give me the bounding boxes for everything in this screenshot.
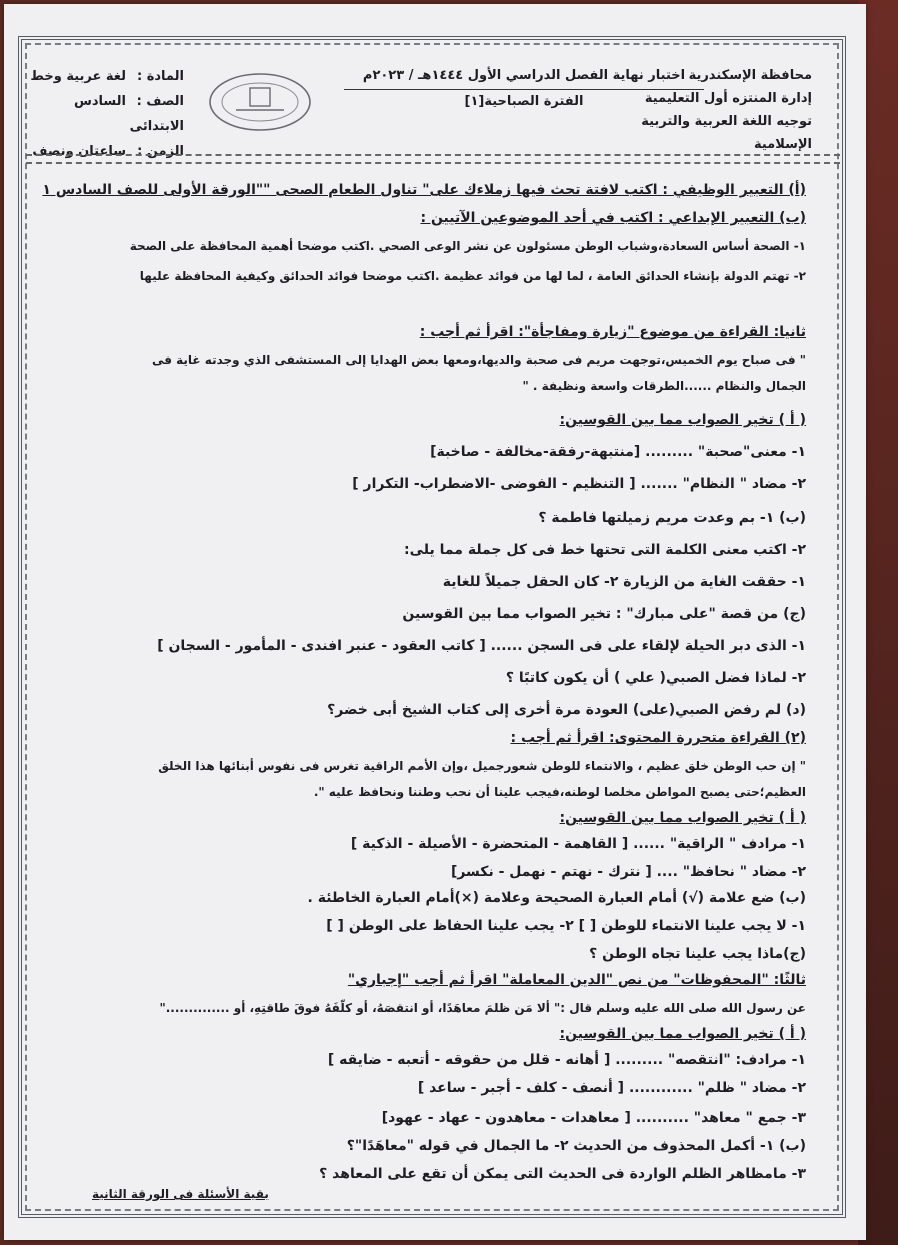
header-info xyxy=(24,64,184,164)
topic-1: ١- الصحة أساس السعادة،وشباب الوطن مسئولون عن نشر الوعى الصحي .اكتب موضحا أهمية المحافظة على الصحة xyxy=(129,239,806,253)
question-item: ١- معنى"صحبة" ......... [منتبهة-رفقة-مخالفة - صاخبة] xyxy=(430,444,806,460)
question-heading: (ج) من قصة "على مبارك" : تخير الصواب مما بين القوسين xyxy=(402,606,806,622)
time-label: الزمن : xyxy=(137,144,184,159)
question-item: ٢- اكتب معنى الكلمة التى تحتها خط فى كل جملة مما يلى: xyxy=(404,542,806,558)
question-item: ٣- مامظاهر الظلم الواردة فى الحديث التى يمكن أن تقع على المعاهد ؟ xyxy=(319,1166,806,1182)
passage-line: " فى صباح يوم الخميس،توجهت مريم فى صحبة والديها،ومعها بعض الهدايا إلى المستشفى الذي وجدته غاية فى xyxy=(151,353,806,367)
question-item: ١- لا يجب علينا الانتماء للوطن [ ] ٢- يجب علينا الحفاظ على الوطن [ ] xyxy=(326,918,806,934)
question-item: ١- الذى دبر الحيلة لإلقاء على فى السجن ...... [ كاتب العقود - عنبر افندى - المأمور - السجان ] xyxy=(157,638,806,654)
question-item: (د) لم رفض الصبي(على) العودة مرة أخرى إلى كتاب الشيخ أبى خضر؟ xyxy=(327,702,806,718)
continued-note: بقية الأسئلة فى الورقة الثانية xyxy=(92,1187,269,1201)
question-item: ١- حققت الغاية من الزيارة ٢- كان الحقل جميلاً للغاية xyxy=(442,574,806,590)
question-item: (ب) ١- أكمل المحذوف من الحديث ٢- ما الجمال في قوله "معاهَدًا"؟ xyxy=(346,1138,806,1154)
time-value: ساعتان ونصف xyxy=(32,144,126,159)
passage-line: " إن حب الوطن خلق عظيم ، والانتماء للوطن شعورجميل ،وإن الأمم الراقية تغرس فى نفوس أبنائها هذا الخلق xyxy=(158,759,806,773)
hadith-text: عن رسول الله صلى الله عليه وسلم قال :" ألا مَن ظلمَ معاهَدًا، أو انتقصَهُ، أو كلّفَهُ فوقَ طاقتِهِ، أو .............." xyxy=(159,1001,806,1015)
question-item: (ب) ضع علامة (√) أمام العبارة الصحيحة وعلامة (×)أمام العبارة الخاطئة . xyxy=(307,890,806,906)
subject-value: لغة عربية وخط xyxy=(30,69,126,84)
question-item: ١- مرادف " الراقية" ...... [ القاهمة - المتحضرة - الأصيلة - الذكية ] xyxy=(350,836,806,852)
header-title xyxy=(344,64,704,114)
exam-paper xyxy=(4,4,866,1240)
section-creative-writing: (ب) التعبير الإبداعي : اكتب في أحد الموضوعين الآتيين : xyxy=(420,210,806,226)
administration: إدارة المنتزه أول التعليمية xyxy=(644,91,812,106)
passage-line: الجمال والنظام ......الطرقات واسعة ونظيفة . " xyxy=(522,379,806,393)
subject-label: المادة : xyxy=(136,69,184,84)
section-functional-writing: (أ) التعبير الوظيفي : اكتب لافتة تحث فيها زملاءك على" تناول الطعام الصحى ""الورقة الأولى للصف السادس ١ xyxy=(42,182,806,198)
section-memorization: ثالثًا: "المحفوظات" من نص "الدين المعاملة" اقرأ ثم أجب "إجباري" xyxy=(347,972,806,988)
question-item: (ب) ١- بم وعدت مريم زميلتها فاطمة ؟ xyxy=(538,510,806,526)
question-item: ٣- جمع " معاهد" .......... [ معاهدات - معاهدون - عهاد - عهود] xyxy=(381,1110,806,1126)
grade-label: الصف : xyxy=(136,94,184,109)
passage-line: العظيم؛حتى يصبح المواطن مخلصا لوطنه،فيجب علينا أن نحب وطننا ونحافظ عليه ". xyxy=(313,785,806,799)
divider xyxy=(26,162,840,164)
section-free-reading: (٢) القراءة متحررة المحتوى: اقرأ ثم أجب : xyxy=(510,730,806,746)
exam-title: اختبار نهاية الفصل الدراسي الأول ١٤٤٤هـ / ٢٠٢٣م xyxy=(344,64,704,90)
department: توجيه اللغة العربية والتربية الإسلامية xyxy=(641,114,812,152)
exam-period: الفترة الصباحية[١] xyxy=(464,94,584,109)
question-item: ٢- لماذا فضل الصبي( علي ) أن يكون كاتبًا ؟ xyxy=(505,670,806,686)
grade-value: السادس الابتدائى xyxy=(73,94,184,134)
school-seal-icon xyxy=(206,70,314,134)
exam-header xyxy=(24,64,842,159)
topic-2: ٢- تهتم الدولة بإنشاء الحدائق العامة ، لما لها من فوائد عظيمة .اكتب موضحا فوائد الحدائق وكيفية المحافظة عليها xyxy=(139,269,806,283)
question-item: ٢- مضاد " ظلم" ............ [ أنصف - كلف - أجبر - ساعد ] xyxy=(417,1080,806,1096)
question-item: ١- مرادف: "انتقصه" ......... [ أهانه - قلل من حقوقه - أتعبه - ضايقه ] xyxy=(327,1052,806,1068)
question-heading: ( أ ) تخير الصواب مما بين القوسين: xyxy=(559,412,806,428)
divider xyxy=(26,154,840,156)
question-item: ٢- مضاد " النظام" ....... [ التنظيم - الفوضى -الاضطراب- التكرار ] xyxy=(352,476,806,492)
section-reading: ثانيا: القراءة من موضوع "زيارة ومفاجأة": اقرأ ثم أجب : xyxy=(419,324,806,340)
question-item: (ج)ماذا يجب علينا تجاه الوطن ؟ xyxy=(589,946,806,962)
question-heading: ( أ ) تخير الصواب مما بين القوسين: xyxy=(559,1026,806,1042)
question-heading: ( أ ) تخير الصواب مما بين القوسين: xyxy=(559,810,806,826)
question-item: ٢- مضاد " نحافظ" .... [ نترك - نهتم - نهمل - نكسر] xyxy=(450,864,806,880)
governorate: محافظة الإسكندرية xyxy=(688,68,812,83)
